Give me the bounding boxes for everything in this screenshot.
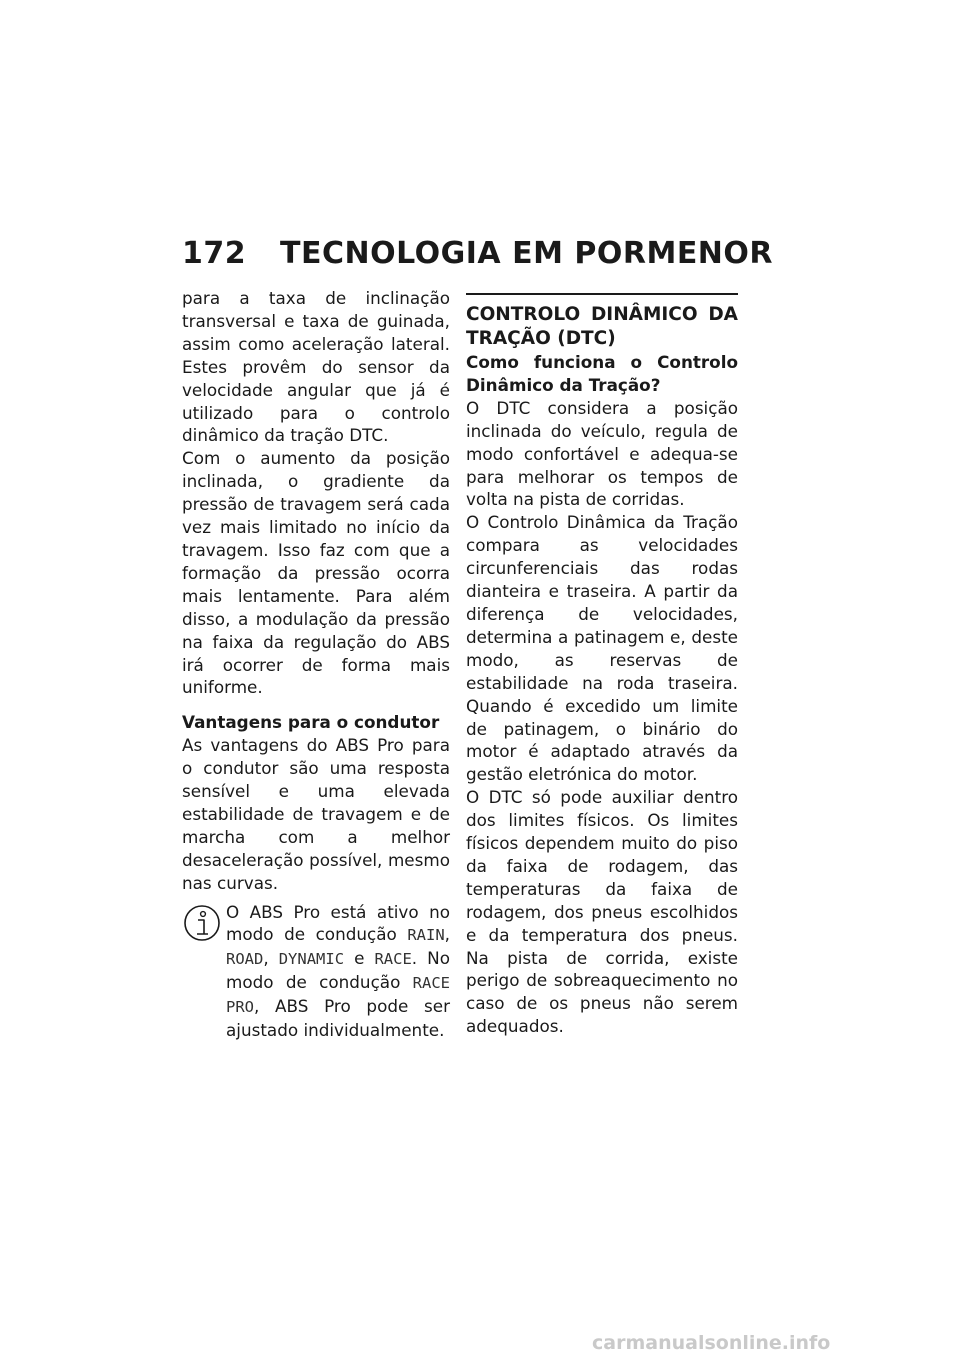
paragraph: O DTC considera a posição inclinada do veículo, regula de modo confortável e adequa-se para melhorar os tempos de volta na pista de corridas. [466,397,738,510]
page-number: 172 [182,236,247,271]
paragraph: As vantagens do ABS Pro para o condutor são uma resposta sensível e uma elevada estabilidade de travagem e de marcha com a melhor desaceleração possível, mesmo nas curvas. [182,735,450,893]
right-column [466,287,738,1038]
subheading-advantages: Vantagens para o condutor [182,712,440,733]
left-column [182,287,450,1042]
info-icon [182,901,226,1042]
mode-race-pro: RACE PRO [226,974,450,1017]
paragraph: O Controlo Dinâmica da Tração compara as velocidades circunferenciais das rodas dianteira e traseira. A partir da diferença de velocidades, determina a patinagem e, deste modo, as reservas de estabilidade na roda traseira. Quando é excedido um limite de patinagem, o binário do motor é adaptado através da gestão eletrónica do motor. [466,512,738,785]
paragraph: Com o aumento da posição inclinada, o gradiente da pressão de travagem será cada vez mais limitado no início da travagem. Isso faz com que a formação da pressão ocorra mais lentamente. Para além disso, a modulação da pressão na faixa da regulação do ABS irá ocorrer de forma mais uniforme. [182,448,450,698]
mode-race: RACE [374,950,412,969]
paragraph: O DTC só pode auxiliar dentro dos limites físicos. Os limites físicos dependem muito do piso da faixa de rodagem, das temperaturas da faixa de rodagem, dos pneus escolhidos e da temperatura dos pneus. Na pista de corrida, existe perigo de sobreaquecimento no caso de os pneus não serem adequados. [466,787,738,1037]
mode-road: ROAD [226,950,264,969]
paragraph: para a taxa de inclinação transversal e taxa de guinada, assim como aceleração lateral. Estes provêm do sensor da velocidade angular que já é utilizado para o controlo dinâmico da tração DTC. [182,288,450,446]
subheading-how-it-works: Como funciona o Controlo Dinâmico da Tração? [466,352,738,395]
note-text: O ABS Pro está ativo no modo de condução RAIN, ROAD, DYNAMIC e RACE. No modo de condução RACE PRO, ABS Pro pode ser ajustado individualmente. [226,901,450,1041]
info-note [182,901,450,1042]
section-title: CONTROLO DINÂMICO DA TRAÇÃO (DTC) [466,304,738,349]
page-header [182,236,774,271]
mode-rain: RAIN [407,926,445,945]
section-divider [466,293,738,295]
mode-dynamic: DYNAMIC [278,950,345,969]
page-title: TECNOLOGIA EM PORMENOR [280,236,774,271]
watermark: carmanualsonline.info [592,1332,831,1354]
